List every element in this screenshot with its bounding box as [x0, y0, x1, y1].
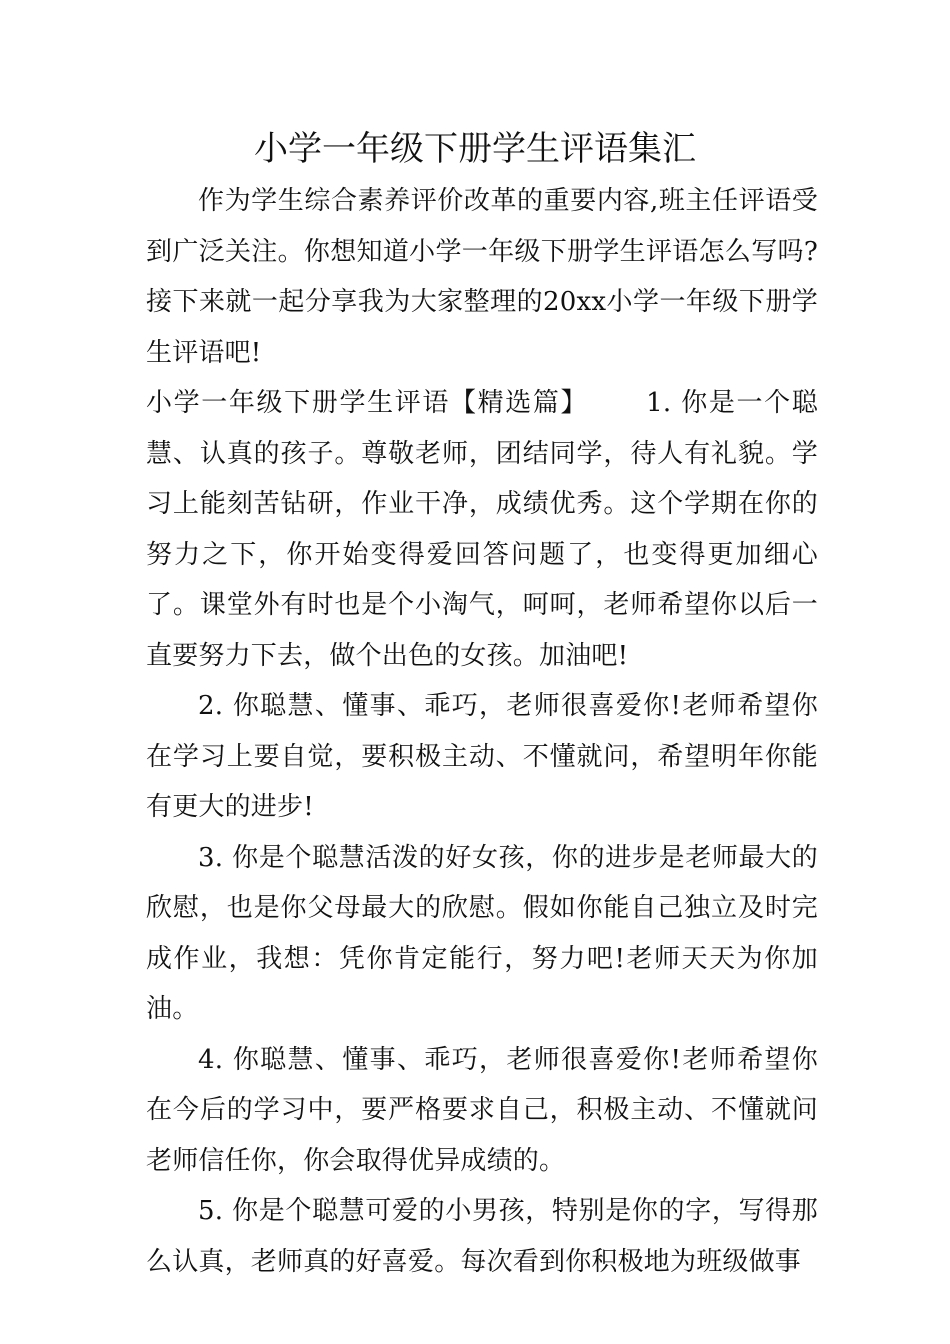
- comment-item-3: 3. 你是个聪慧活泼的好女孩，你的进步是老师最大的欣慰，也是你父母最大的欣慰。假如你能自己独立及时完成作业，我想：凭你肯定能行，努力吧!老师天天为你加油。: [146, 842, 818, 1024]
- comment-item-4: 4. 你聪慧、懂事、乖巧，老师很喜爱你!老师希望你在今后的学习中，要严格要求自己，积极主动、不懂就问老师信任你，你会取得优异成绩的。: [146, 1044, 818, 1176]
- comment-item-2: 2. 你聪慧、懂事、乖巧，老师很喜爱你!老师希望你在学习上要自觉，要积极主动、不懂就问，希望明年你能有更大的进步!: [146, 691, 818, 822]
- intro-paragraph: 作为学生综合素养评价改革的重要内容,班主任评语受到广泛关注。你想知道小学一年级下册学生评语怎么写吗?接下来就一起分享我为大家整理的20xx小学一年级下册学生评语吧!: [146, 186, 818, 368]
- document-title: 小学一年级下册学生评语集汇: [254, 129, 696, 169]
- section-paragraph: [146, 378, 818, 681]
- section-heading: 小学一年级下册学生评语【精选篇】: [146, 388, 589, 418]
- comment-item-5: 5. 你是个聪慧可爱的小男孩，特别是你的字，写得那么认真，老师真的好喜爱。每次看到你积极地为班级做事: [146, 1196, 818, 1277]
- document-body: [146, 176, 818, 1287]
- comment-item-1: 1. 你是一个聪慧、认真的孩子。尊敬老师，团结同学，待人有礼貌。学习上能刻苦钻研，作业干净，成绩优秀。这个学期在你的努力之下，你开始变得爱回答问题了，也变得更加细心了。课堂外有时也是个小淘气，呵呵，老师希望你以后一直要努力下去，做个出色的女孩。加油吧!: [146, 388, 819, 671]
